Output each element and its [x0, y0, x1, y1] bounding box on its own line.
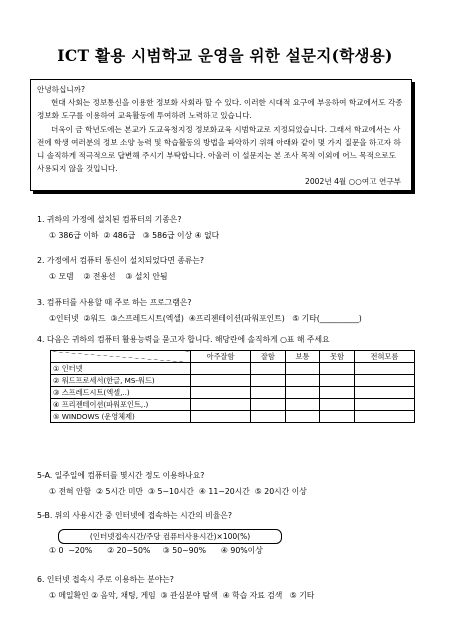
- answer-cell[interactable]: [354, 387, 414, 399]
- table-column-header: 아주잘함: [191, 351, 251, 363]
- answer-cell[interactable]: [191, 399, 251, 411]
- answer-cell[interactable]: [320, 387, 355, 399]
- table-row-label: ③ 스프레드시트(엑셀,..): [51, 387, 191, 399]
- table-column-header: 잘함: [251, 351, 286, 363]
- table-row-label: ④ 프리젠테이션(파워포인트,.): [51, 399, 191, 411]
- table-column-header: 보통: [285, 351, 320, 363]
- intro-paragraph-2: 더욱이 금 학년도에는 본교가 도교육청지정 정보화교육 시범학교로 지정되었습니다. 그래서 학교에서는 사전에 학생 여러분의 정보 소양 능력 및 학습활동의 방법을 파악하기 위해 아래와 같이 몇 가지 질문을 하고자 하니 솔직하게 적극적으로 답변해 주시기 부탁합니다. 아울러 이 설문지는 본 조사 목적 이외에 어느 목적으로도 사용되지 않을 것입니다.: [37, 124, 401, 174]
- answer-cell[interactable]: [354, 363, 414, 375]
- question-3-options: ①인터넷 ②워드 ③스프레드시트(엑셀) ④프리젠테이션(파워포인트) ⑤ 기타(__________): [49, 314, 362, 323]
- question-6: [37, 574, 314, 601]
- question-5a-options: ① 전혀 안함 ② 5시간 미만 ③ 5∼10시간 ④ 11∼20시간 ⑤ 20시간 이상: [49, 487, 307, 496]
- answer-cell[interactable]: [320, 399, 355, 411]
- table-row-label: ① 인터넷: [51, 363, 191, 375]
- intro-signature: 2002년 4월 ○○여고 연구부: [305, 177, 401, 187]
- question-2-text: 2. 가정에서 컴퓨터 통신이 설치되었다면 종류는?: [37, 256, 205, 265]
- table-row-label: ⑤ WINDOWS (운영체제): [51, 411, 191, 423]
- intro-box: [30, 79, 412, 191]
- intro-greeting: 안녕하십니까?: [37, 85, 86, 94]
- table-row: [51, 375, 415, 387]
- question-4-text: 4. 다음은 귀하의 컴퓨터 활용능력을 묻고자 합니다. 해당란에 솔직하게 ○표 해 주세요: [37, 335, 330, 344]
- survey-title: ICT 활용 시범학교 운영을 위한 설문지(학생용): [57, 46, 393, 65]
- question-5b-options: ① 0 ∼20% ② 20∼50% ③ 50∼90% ④ 90%이상: [49, 546, 263, 555]
- answer-cell[interactable]: [354, 399, 414, 411]
- question-5b: [37, 510, 232, 521]
- answer-cell[interactable]: [191, 375, 251, 387]
- table-row: [51, 399, 415, 411]
- question-1-text: 1. 귀하의 가정에 설치된 컴퓨터의 기종은?: [37, 215, 182, 224]
- answer-cell[interactable]: [251, 411, 286, 423]
- formula-box: (인터넷접속시간/주당 컴퓨터사용시간)×100(%): [58, 529, 282, 544]
- table-column-header: 전혀모름: [354, 351, 414, 363]
- question-3-text: 3. 컴퓨터를 사용할 때 주로 하는 프로그램은?: [37, 298, 192, 307]
- question-5b-options-wrap: [37, 545, 263, 556]
- answer-cell[interactable]: [354, 375, 414, 387]
- table-row-label: ② 워드프로세서(한글, MS-워드): [51, 375, 191, 387]
- table-row: [51, 411, 415, 423]
- answer-cell[interactable]: [285, 363, 320, 375]
- question-5b-text: 5-B. 위의 사용시간 중 인터넷에 접속하는 시간의 비율은?: [37, 511, 232, 520]
- question-1-options: ① 386급 이하 ② 486급 ③ 586급 이상 ④ 없다: [49, 231, 220, 240]
- table-corner-cell: [51, 351, 191, 363]
- answer-cell[interactable]: [191, 411, 251, 423]
- question-6-options: ① 메일확인 ② 음악, 채팅, 게임 ③ 관심분야 탐색 ④ 학습 자료 검색 ⑤ 기타: [49, 591, 315, 600]
- answer-cell[interactable]: [191, 363, 251, 375]
- ability-table: [50, 350, 415, 423]
- question-4: [37, 334, 330, 345]
- answer-cell[interactable]: [251, 399, 286, 411]
- question-5a: [37, 470, 307, 497]
- table-row: [51, 387, 415, 399]
- answer-cell[interactable]: [354, 411, 414, 423]
- question-3: [37, 297, 362, 324]
- answer-cell[interactable]: [251, 375, 286, 387]
- answer-cell[interactable]: [285, 387, 320, 399]
- intro-paragraph-1: 현대 사회는 정보통신을 이용한 정보화 사회라 할 수 있다. 이러한 시대적 요구에 부응하여 학교에서도 각종 정보화 도구를 이용하여 교육활동에 투여하려 노력하고 있습니다.: [37, 98, 403, 121]
- answer-cell[interactable]: [251, 363, 286, 375]
- question-6-text: 6. 인터넷 접속시 주로 이용하는 분야는?: [37, 575, 174, 584]
- question-2-options: ① 모뎀 ② 전용선 ③ 설치 안됨: [49, 272, 168, 281]
- table-column-header: 못함: [320, 351, 355, 363]
- answer-cell[interactable]: [285, 375, 320, 387]
- answer-cell[interactable]: [285, 399, 320, 411]
- question-2: [37, 255, 204, 282]
- table-header-row: [51, 351, 415, 363]
- question-1: [37, 214, 219, 241]
- question-5a-text: 5-A. 일주일에 컴퓨터를 몇시간 정도 이용하나요?: [37, 471, 205, 480]
- answer-cell[interactable]: [251, 387, 286, 399]
- answer-cell[interactable]: [285, 411, 320, 423]
- answer-cell[interactable]: [320, 375, 355, 387]
- answer-cell[interactable]: [320, 363, 355, 375]
- answer-cell[interactable]: [320, 411, 355, 423]
- answer-cell[interactable]: [191, 387, 251, 399]
- table-row: [51, 363, 415, 375]
